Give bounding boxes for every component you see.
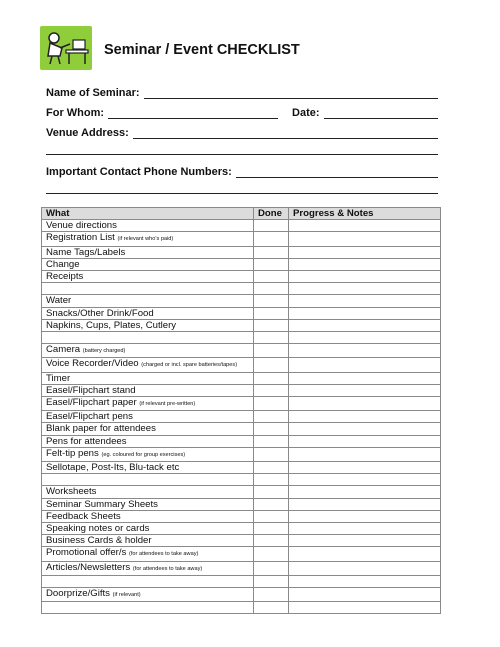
- done-cell[interactable]: [254, 486, 289, 498]
- table-row: [42, 397, 441, 411]
- progress-notes-cell[interactable]: [289, 358, 441, 372]
- progress-notes-cell[interactable]: [289, 575, 441, 587]
- table-row: [42, 271, 441, 283]
- table-row: [42, 602, 441, 614]
- checklist-item-cell: [42, 561, 254, 575]
- checklist-item-cell: [42, 486, 254, 498]
- done-cell[interactable]: [254, 258, 289, 270]
- done-cell[interactable]: [254, 220, 289, 232]
- progress-notes-cell[interactable]: [289, 232, 441, 246]
- progress-notes-cell[interactable]: [289, 271, 441, 283]
- done-cell[interactable]: [254, 547, 289, 561]
- table-row: [42, 372, 441, 384]
- checklist-item-label: Receipts: [46, 271, 84, 283]
- checklist-item-note: (for attendees to take away): [132, 565, 203, 572]
- checklist-item-label: Felt-tip pens: [46, 447, 99, 459]
- done-cell[interactable]: [254, 295, 289, 307]
- done-cell[interactable]: [254, 510, 289, 522]
- progress-notes-cell[interactable]: [289, 423, 441, 435]
- checklist-item-cell: [42, 575, 254, 587]
- done-cell[interactable]: [254, 602, 289, 614]
- table-row: [42, 486, 441, 498]
- progress-notes-cell[interactable]: [289, 372, 441, 384]
- contact-numbers-line-2[interactable]: [46, 193, 438, 194]
- progress-notes-cell[interactable]: [289, 486, 441, 498]
- checklist-item-cell: [42, 295, 254, 307]
- checklist-item-cell: [42, 358, 254, 372]
- checklist-item-label: Voice Recorder/Video: [46, 358, 139, 370]
- done-cell[interactable]: [254, 271, 289, 283]
- for-whom-line[interactable]: [108, 108, 278, 119]
- checklist-item-cell: [42, 588, 254, 602]
- checklist-item-cell: [42, 232, 254, 246]
- progress-notes-cell[interactable]: [289, 462, 441, 474]
- done-cell[interactable]: [254, 575, 289, 587]
- column-header-progress-notes: Progress & Notes: [289, 208, 441, 220]
- contact-numbers-line: [236, 167, 438, 178]
- done-cell[interactable]: [254, 397, 289, 411]
- checklist-item-label: Name Tags/Labels: [46, 246, 126, 258]
- progress-notes-cell[interactable]: [289, 332, 441, 344]
- table-row: [42, 344, 441, 358]
- table-row: [42, 588, 441, 602]
- checklist-item-label: Worksheets: [46, 486, 97, 498]
- progress-notes-cell[interactable]: [289, 246, 441, 258]
- checklist-item-cell: [42, 220, 254, 232]
- progress-notes-cell[interactable]: [289, 588, 441, 602]
- done-cell[interactable]: [254, 319, 289, 331]
- table-row: [42, 384, 441, 396]
- checklist-item-label: Napkins, Cups, Plates, Cutlery: [46, 319, 177, 331]
- checklist-item-cell: [42, 523, 254, 535]
- table-row: [42, 246, 441, 258]
- checklist-item-cell: [42, 246, 254, 258]
- checklist-item-label: Venue directions: [46, 220, 117, 232]
- checklist-item-cell: [42, 547, 254, 561]
- table-row: [42, 498, 441, 510]
- done-cell[interactable]: [254, 588, 289, 602]
- progress-notes-cell[interactable]: [289, 307, 441, 319]
- table-row: [42, 220, 441, 232]
- checklist-item-cell: [42, 462, 254, 474]
- done-cell[interactable]: [254, 435, 289, 447]
- table-row: [42, 547, 441, 561]
- checklist-item-cell: [42, 397, 254, 411]
- table-row: [42, 411, 441, 423]
- checklist-item-note: (if relevant who's paid): [117, 236, 174, 243]
- checklist-item-note: (for attendees to take away): [129, 551, 199, 558]
- progress-notes-cell[interactable]: [289, 510, 441, 522]
- checklist-item-cell: [42, 447, 254, 461]
- checklist-item-label: Water: [46, 295, 72, 307]
- progress-notes-cell[interactable]: [289, 384, 441, 396]
- checklist-item-label: Snacks/Other Drink/Food: [46, 307, 154, 319]
- person-at-desk-icon: [40, 26, 92, 70]
- checklist-item-note: (if relevant): [112, 592, 141, 599]
- done-cell[interactable]: [254, 332, 289, 344]
- checklist-item-label: Camera: [46, 344, 81, 356]
- seminar-name-field[interactable]: [46, 85, 438, 99]
- table-row: [42, 295, 441, 307]
- checklist-item-cell: [42, 474, 254, 486]
- checklist-item-cell: [42, 535, 254, 547]
- done-cell[interactable]: [254, 462, 289, 474]
- table-row: [42, 510, 441, 522]
- checklist-item-label: Pens for attendees: [46, 435, 127, 447]
- progress-notes-cell[interactable]: [289, 535, 441, 547]
- table-row: [42, 535, 441, 547]
- checklist-item-label: Feedback Sheets: [46, 510, 121, 522]
- done-cell[interactable]: [254, 384, 289, 396]
- done-cell[interactable]: [254, 246, 289, 258]
- checklist-item-label: Registration List: [46, 232, 115, 244]
- checklist-item-label: Blank paper for attendees: [46, 423, 156, 435]
- done-cell[interactable]: [254, 423, 289, 435]
- table-row: [42, 423, 441, 435]
- done-cell[interactable]: [254, 498, 289, 510]
- done-cell[interactable]: [254, 535, 289, 547]
- progress-notes-cell[interactable]: [289, 295, 441, 307]
- checklist-item-cell: [42, 283, 254, 295]
- checklist-item-note: (eg. coloured for group exercises): [101, 451, 186, 458]
- checklist-item-note: (charged or incl. spare batteries/tapes): [141, 362, 238, 369]
- date-line[interactable]: [324, 108, 438, 119]
- done-cell[interactable]: [254, 232, 289, 246]
- checklist-item-cell: [42, 332, 254, 344]
- progress-notes-cell[interactable]: [289, 319, 441, 331]
- progress-notes-cell[interactable]: [289, 397, 441, 411]
- table-row: [42, 332, 441, 344]
- table-row: [42, 435, 441, 447]
- checklist-item-label: Change: [46, 258, 80, 270]
- progress-notes-cell[interactable]: [289, 411, 441, 423]
- done-cell[interactable]: [254, 474, 289, 486]
- checklist-item-note: (if relevant pre-written): [139, 401, 196, 408]
- contact-numbers-label: Important Contact Phone Numbers:: [46, 166, 232, 178]
- seminar-name-line: [144, 88, 438, 99]
- table-row: [42, 474, 441, 486]
- checklist-item-cell: [42, 423, 254, 435]
- checklist-item-label: Sellotape, Post-Its, Blu-tack etc: [46, 462, 180, 474]
- done-cell[interactable]: [254, 307, 289, 319]
- checklist-item-cell: [42, 271, 254, 283]
- for-whom-date-row: [46, 105, 438, 119]
- checklist-item-cell: [42, 344, 254, 358]
- contact-numbers-field[interactable]: [46, 164, 438, 178]
- checklist-item-label: Articles/Newsletters: [46, 561, 131, 573]
- venue-address-line-2[interactable]: [46, 154, 438, 155]
- checklist-item-note: (battery charged): [82, 348, 126, 355]
- checklist-item-cell: [42, 258, 254, 270]
- table-row: [42, 462, 441, 474]
- progress-notes-cell[interactable]: [289, 602, 441, 614]
- table-row: [42, 258, 441, 270]
- progress-notes-cell[interactable]: [289, 523, 441, 535]
- column-header-done: Done: [254, 208, 289, 220]
- venue-address-label: Venue Address:: [46, 127, 129, 139]
- checklist-item-cell: [42, 307, 254, 319]
- done-cell[interactable]: [254, 523, 289, 535]
- done-cell[interactable]: [254, 561, 289, 575]
- for-whom-label: For Whom:: [46, 107, 105, 119]
- progress-notes-cell[interactable]: [289, 447, 441, 461]
- page-title: Seminar / Event CHECKLIST: [104, 42, 300, 58]
- checklist-item-label: Business Cards & holder: [46, 535, 152, 547]
- table-row: [42, 523, 441, 535]
- done-cell[interactable]: [254, 344, 289, 358]
- table-row: [42, 447, 441, 461]
- done-cell[interactable]: [254, 358, 289, 372]
- done-cell[interactable]: [254, 283, 289, 295]
- checklist-item-label: Promotional offer/s: [46, 547, 127, 559]
- table-row: [42, 307, 441, 319]
- venue-address-field[interactable]: [46, 125, 438, 139]
- checklist-item-cell: [42, 384, 254, 396]
- checklist-item-cell: [42, 372, 254, 384]
- progress-notes-cell[interactable]: [289, 547, 441, 561]
- progress-notes-cell[interactable]: [289, 344, 441, 358]
- table-header-row: [42, 208, 441, 220]
- table-row: [42, 232, 441, 246]
- progress-notes-cell[interactable]: [289, 220, 441, 232]
- progress-notes-cell[interactable]: [289, 498, 441, 510]
- column-header-what: What: [42, 208, 254, 220]
- checklist-item-label: Seminar Summary Sheets: [46, 498, 158, 510]
- progress-notes-cell[interactable]: [289, 435, 441, 447]
- checklist-item-label: Timer: [46, 372, 71, 384]
- table-row: [42, 561, 441, 575]
- checklist-item-label: Easel/Flipchart pens: [46, 411, 133, 423]
- date-label: Date:: [292, 107, 320, 119]
- checklist-item-cell: [42, 510, 254, 522]
- table-row: [42, 283, 441, 295]
- table-row: [42, 575, 441, 587]
- table-row: [42, 319, 441, 331]
- checklist-item-label: Easel/Flipchart paper: [46, 397, 137, 409]
- done-cell[interactable]: [254, 411, 289, 423]
- checklist-table: [41, 207, 441, 614]
- checklist-item-label: Doorprize/Gifts: [46, 588, 110, 600]
- progress-notes-cell[interactable]: [289, 561, 441, 575]
- seminar-name-label: Name of Seminar:: [46, 87, 140, 99]
- checklist-item-cell: [42, 435, 254, 447]
- checklist-item-cell: [42, 602, 254, 614]
- progress-notes-cell[interactable]: [289, 258, 441, 270]
- table-row: [42, 358, 441, 372]
- done-cell[interactable]: [254, 447, 289, 461]
- progress-notes-cell[interactable]: [289, 474, 441, 486]
- venue-address-line: [133, 128, 438, 139]
- checklist-item-cell: [42, 319, 254, 331]
- checklist-item-label: Speaking notes or cards: [46, 523, 150, 535]
- progress-notes-cell[interactable]: [289, 283, 441, 295]
- checklist-item-cell: [42, 498, 254, 510]
- checklist-item-cell: [42, 411, 254, 423]
- done-cell[interactable]: [254, 372, 289, 384]
- checklist-item-label: Easel/Flipchart stand: [46, 384, 136, 396]
